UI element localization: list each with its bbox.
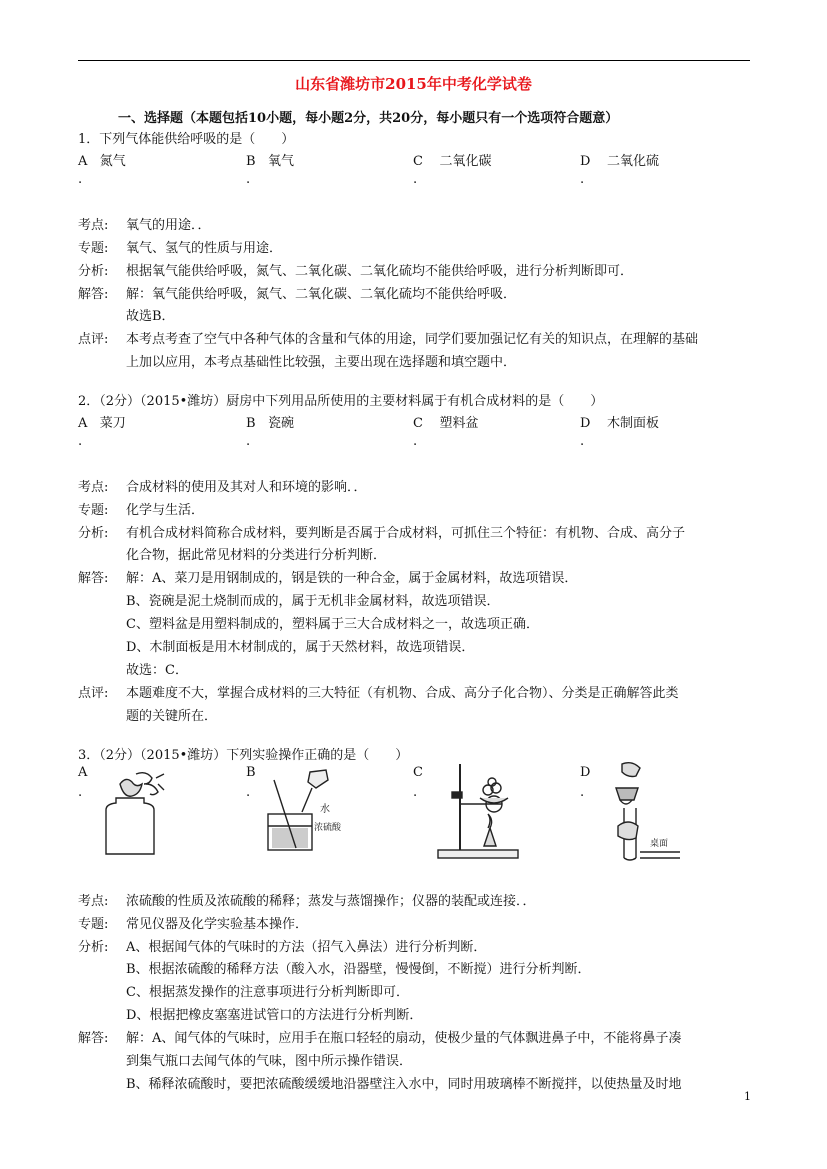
option-dot: . — [78, 434, 83, 449]
option-dot: . — [78, 785, 83, 800]
row-label: 解答: — [78, 1031, 109, 1046]
q2-option-b: B 瓷碗 — [246, 416, 294, 431]
row-text: 化学与生活． — [126, 503, 205, 518]
q1-option-b: B 氧气 — [246, 154, 294, 169]
row-text: B、瓷碗是泥土烧制而成的，属于无机非金属材料，故选项错误． — [126, 594, 500, 609]
row-label: 分析: — [78, 940, 109, 955]
q2-option-c: C 塑料盆 — [413, 416, 479, 431]
row-label: 点评: — [78, 686, 109, 701]
row-text: A、根据闻气体的气味时的方法（招气入鼻法）进行分析判断． — [126, 940, 487, 955]
row-text: 根据氧气能供给呼吸，氮气、二氧化碳、二氧化硫均不能供给呼吸，进行分析判断即可． — [126, 264, 634, 279]
row-text: D、木制面板是用木材制成的，属于天然材料，故选项错误． — [126, 640, 475, 655]
row-label: 考点: — [78, 218, 109, 233]
option-dot: . — [413, 785, 418, 800]
row-text: 题的关键所在． — [126, 709, 218, 724]
row-text: 化合物，据此常见材料的分类进行分析判断． — [126, 548, 387, 563]
row-text: B、稀释浓硫酸时，要把浓硫酸缓缓地沿器壁注入水中，同时用玻璃棒不断搅拌，以使热量及时地 — [126, 1077, 682, 1092]
q3-option-d: D — [580, 765, 591, 780]
row-text: 故选：C． — [126, 663, 188, 678]
q3-option-c: C — [413, 765, 423, 780]
row-label: 点评: — [78, 332, 109, 347]
row-text: 解：A、菜刀是用钢制成的，钢是铁的一种合金，属于金属材料，故选项错误． — [126, 571, 578, 586]
option-dot: . — [580, 434, 585, 449]
row-text: C、根据蒸发操作的注意事项进行分析判断即可． — [126, 985, 409, 1000]
figure-c-evaporation — [432, 762, 522, 862]
q1-stem: 1．下列气体能供给呼吸的是（ ） — [78, 132, 295, 147]
q3-option-b: B — [246, 765, 256, 780]
row-text: 有机合成材料简称合成材料，要判断是否属于合成材料，可抓住三个特征：有机物、合成、高分子 — [126, 526, 686, 541]
row-text: C、塑料盆是用塑料制成的，塑料属于三大合成材料之一，故选项正确． — [126, 617, 539, 632]
option-dot: . — [580, 785, 585, 800]
q2-stem: 2．（2分）（2015•潍坊）厨房中下列用品所使用的主要材料属于有机合成材料的是（ ） — [78, 394, 604, 409]
row-label: 考点: — [78, 894, 109, 909]
option-dot: . — [580, 172, 585, 187]
row-text: D、根据把橡皮塞塞进试管口的方法进行分析判断． — [126, 1008, 423, 1023]
row-text: 合成材料的使用及其对人和环境的影响．． — [126, 480, 367, 495]
q2-option-a: A 菜刀 — [78, 416, 126, 431]
row-text: 本考点考查了空气中各种气体的含量和气体的用途，同学们要加强记忆有关的知识点，在理解的基础 — [126, 332, 699, 347]
row-label: 解答: — [78, 287, 109, 302]
option-dot: . — [246, 785, 251, 800]
option-dot: . — [246, 434, 251, 449]
q1-option-a: A 氮气 — [78, 154, 126, 169]
q2-option-d: D 木制面板 — [580, 416, 659, 431]
q3-option-a: A — [78, 765, 88, 780]
section-heading: 一、选择题（本题包括10小题，每小题2分，共20分，每小题只有一个选项符合题意） — [118, 111, 619, 126]
row-label: 专题: — [78, 503, 109, 518]
row-text: 解：氧气能供给呼吸，氮气、二氧化碳、二氧化硫均不能供给呼吸． — [126, 287, 517, 302]
option-dot: . — [413, 172, 418, 187]
page-number: 1 — [744, 1090, 751, 1103]
row-label: 分析: — [78, 526, 109, 541]
q1-option-d: D 二氧化硫 — [580, 154, 659, 169]
row-text: 上加以应用，本考点基础性比较强，主要出现在选择题和填空题中． — [126, 355, 517, 370]
figure-d-stopper — [602, 760, 692, 862]
figure-b-dilute-acid — [262, 768, 352, 858]
row-label: 分析: — [78, 264, 109, 279]
row-label: 专题: — [78, 917, 109, 932]
figure-b-acid-label: 浓硫酸 — [314, 823, 342, 833]
q3-stem: 3．（2分）（2015•潍坊）下列实验操作正确的是（ ） — [78, 748, 409, 763]
figure-b-water-label: 水 — [320, 804, 330, 815]
row-text: 氧气、氢气的性质与用途． — [126, 241, 283, 256]
row-text: 故选B． — [126, 309, 175, 324]
figure-d-table-label: 桌面 — [650, 839, 669, 849]
row-text: 解：A、闻气体的气味时，应用手在瓶口轻轻的扇动，使极少量的气体飘进鼻子中，不能将鼻子凑 — [126, 1031, 682, 1046]
row-text: 浓硫酸的性质及浓硫酸的稀释；蒸发与蒸馏操作；仪器的装配或连接．． — [126, 894, 536, 909]
header-rule — [78, 60, 750, 61]
row-label: 解答: — [78, 571, 109, 586]
row-label: 考点: — [78, 480, 109, 495]
row-text: 本题难度不大，掌握合成材料的三大特征（有机物、合成、高分子化合物）、分类是正确解答此类 — [126, 686, 679, 701]
option-dot: . — [413, 434, 418, 449]
option-dot: . — [78, 172, 83, 187]
page-title: 山东省潍坊市2015年中考化学试卷 — [295, 75, 532, 93]
row-text: 到集气瓶口去闻气体的气味，图中所示操作错误． — [126, 1054, 413, 1069]
figure-a-smell-gas — [100, 770, 170, 860]
row-text: B、根据浓硫酸的稀释方法（酸入水，沿器壁，慢慢倒，不断搅）进行分析判断． — [126, 962, 591, 977]
row-text: 氧气的用途．． — [126, 218, 211, 233]
row-text: 常见仪器及化学实验基本操作． — [126, 917, 309, 932]
row-label: 专题: — [78, 241, 109, 256]
q1-option-c: C 二氧化碳 — [413, 154, 492, 169]
option-dot: . — [246, 172, 251, 187]
